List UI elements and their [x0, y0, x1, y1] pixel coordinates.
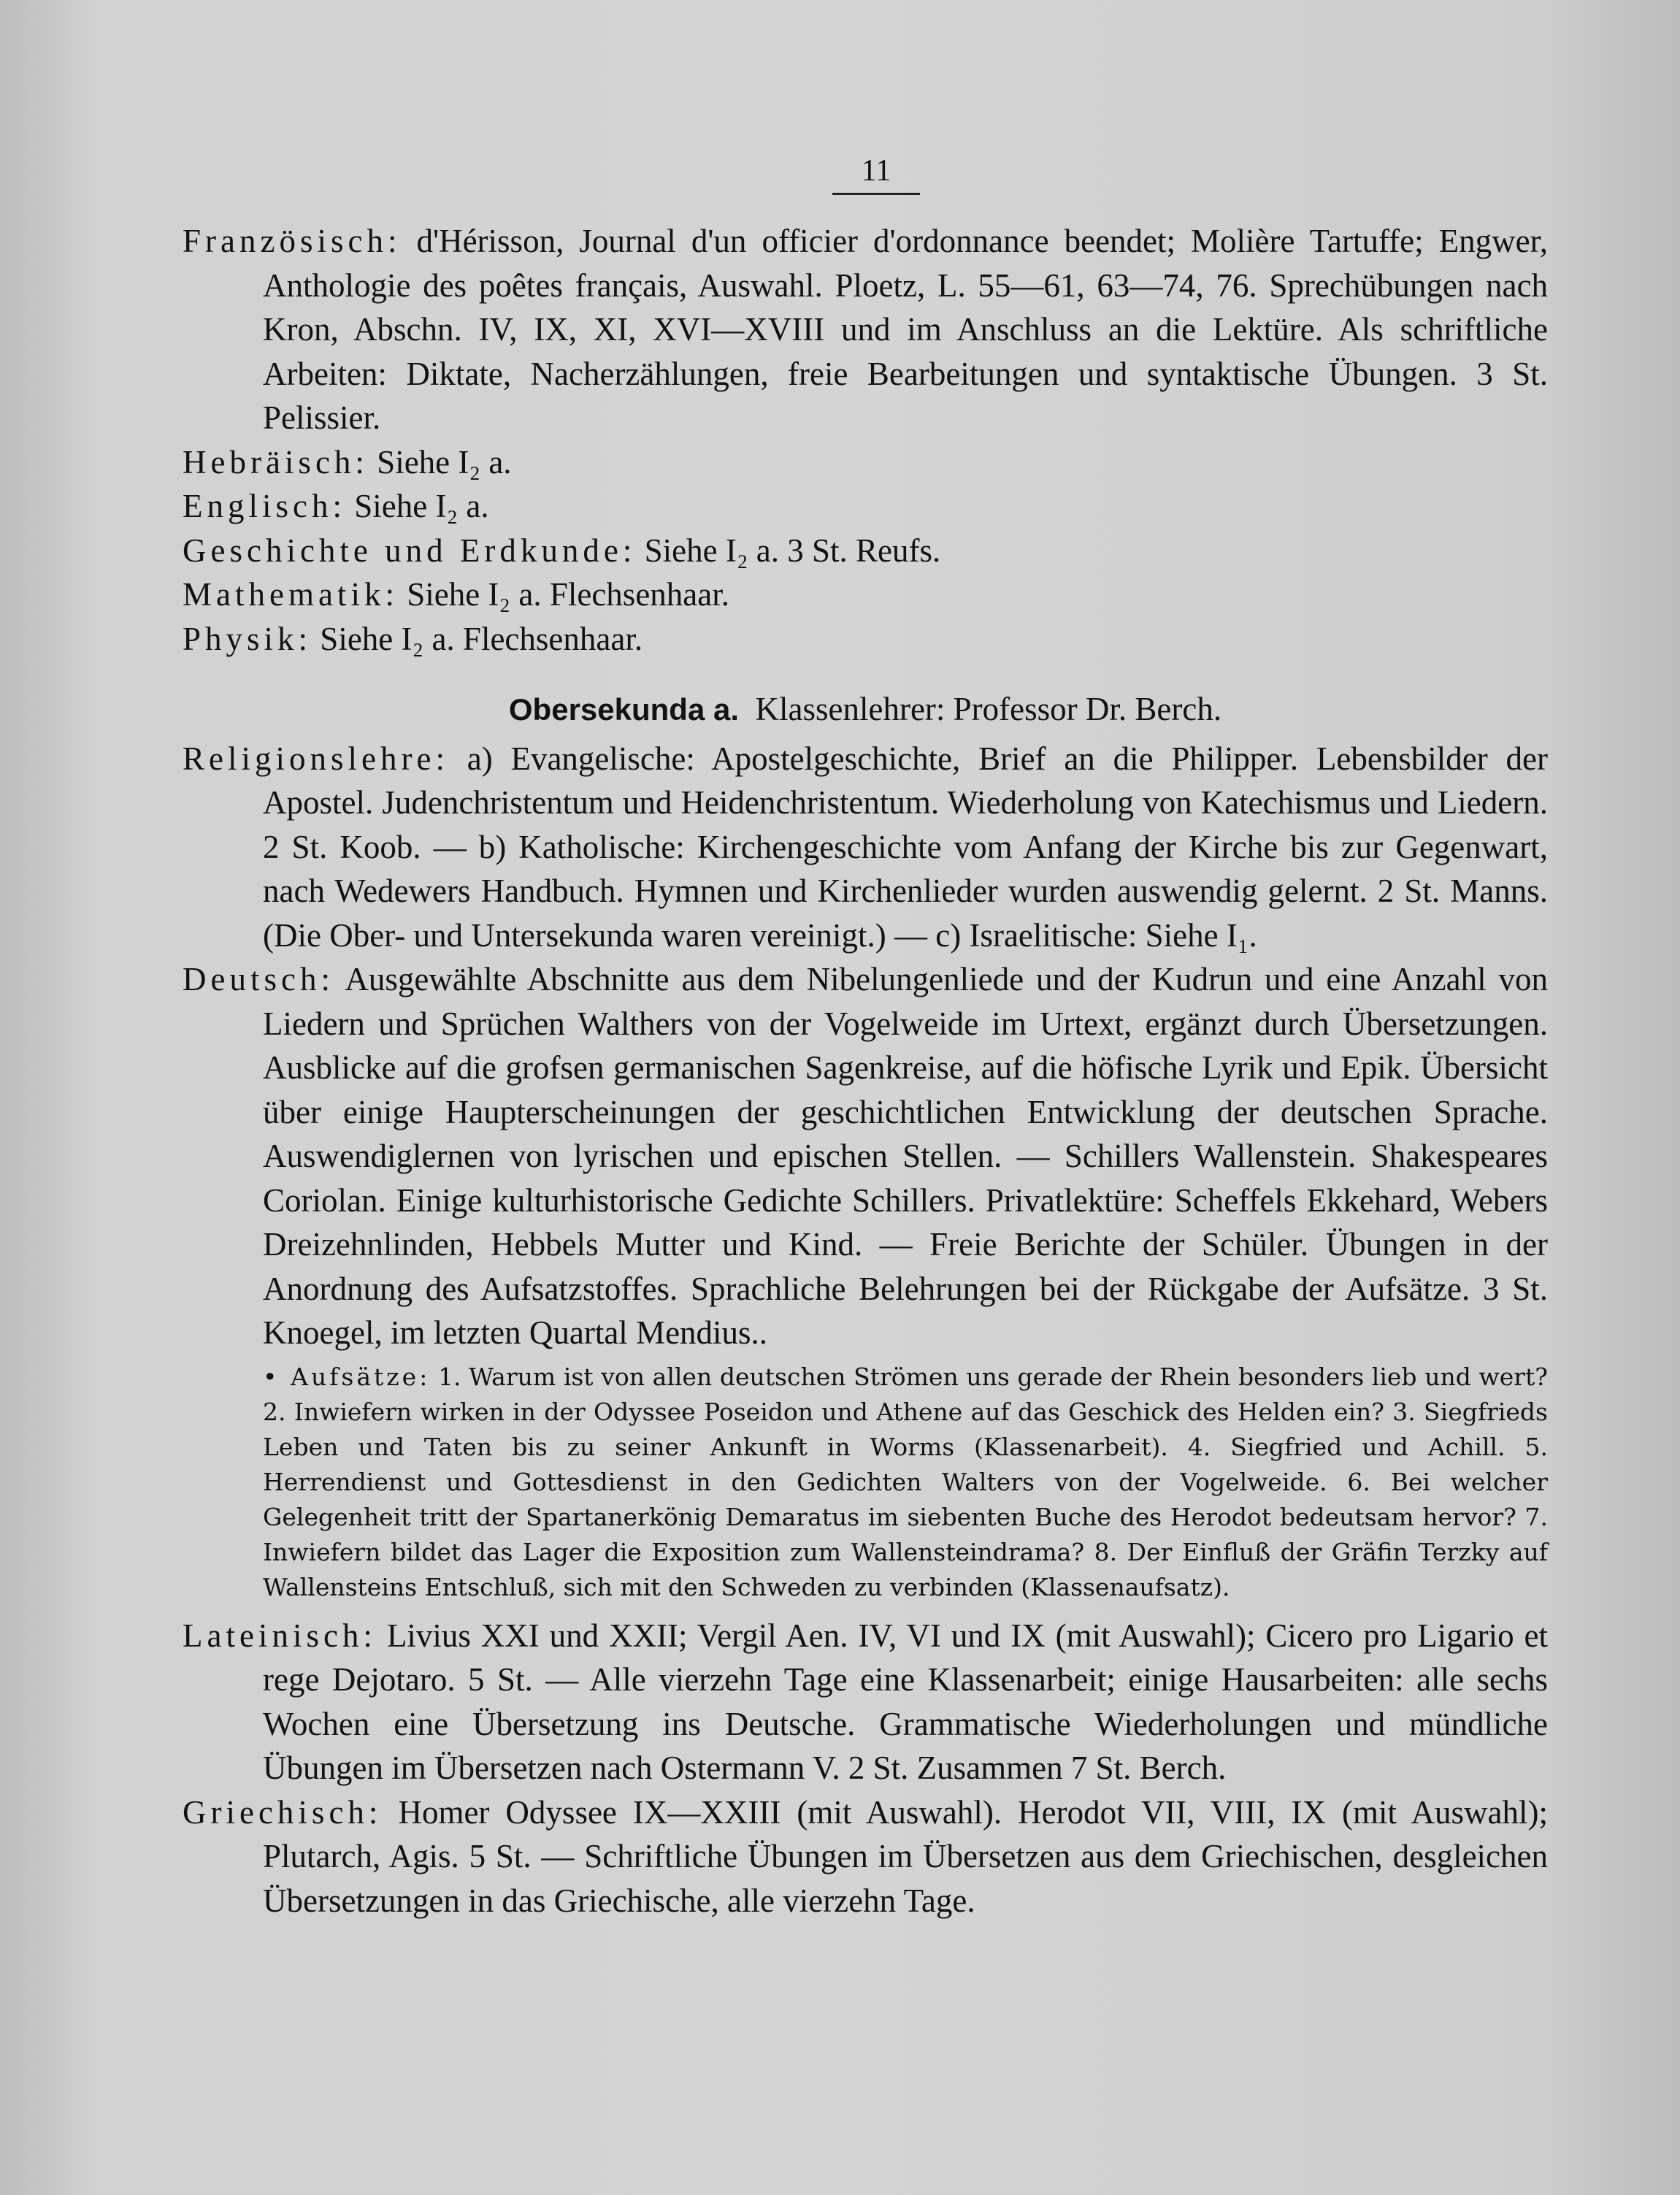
essay-text: 1. Warum ist von allen deutschen Strömen uns gerade der Rhein besonders lieb und wert? 2. Inwiefern wirken in der Odyssee Poseidon und Athene auf das Geschick des Helden ein? 3. Siegfrieds Leben und Taten bis zu seiner Ankunft in Worms (Klassenarbeit). 4. Siegfried und Achill. 5. Herrendienst und Gottesdienst in den Gedichten Walters von der Vogelweide. 6. Bei welcher Gelegenheit tritt der Spartanerkönig Demaratus im siebenten Buche des Herodot bedeutsam hervor? 7. Inwiefern bildet das Lager die Exposition zum Wallensteindrama? 8. Der Einfluß der Gräfin Terzky auf Wallensteins Entschluß, sich mit den Schweden zu verbinden (Klassenaufsatz). [263, 1362, 1548, 1601]
subject-paragraph-englisch [183, 484, 1548, 529]
subject-text: d'Hérisson, Journal d'un officier d'ordonnance beendet; Molière Tartuffe; Engwer, Anthologie des poêtes français, Auswahl. Ploetz, L. 55—61, 63—74, 76. Sprechübungen nach Kron, Abschn. IV, IX, XI, XVI—XVIII und im Anschluss an die Lektüre. Als schriftliche Arbeiten: Diktate, Nacherzählungen, freie Bearbeitungen und syntaktische Übungen. 3 St. Pelissier. [263, 223, 1548, 436]
essay-topics [263, 1360, 1548, 1605]
page-number: 11 [832, 153, 920, 195]
subject-paragraph-religionslehre [183, 737, 1548, 958]
subject-label: Französisch: [183, 223, 402, 259]
subject-text: Siehe I₂ a. 3 St. Reufs. [636, 532, 941, 569]
subject-label: Hebräisch: [183, 443, 369, 480]
subject-text: Livius XXI und XXII; Vergil Aen. IV, VI und IX (mit Auswahl); Cicero pro Ligario et rege Dejotaro. 5 St. — Alle vierzehn Tage eine Klassenarbeit; einige Hausarbeiten: alle sechs Wochen eine Übersetzung ins Deutsche. Grammatische Wiederholungen und mündliche Übungen im Übersetzen nach Ostermann V. 2 St. Zusammen 7 St. Berch. [263, 1617, 1548, 1786]
subject-paragraph-mathematik [183, 572, 1548, 617]
subject-text: Ausgewählte Abschnitte aus dem Nibelungenliede und der Kudrun und eine Anzahl von Liedern und Sprüchen Walthers von der Vogelweide im Urtext, ergänzt durch Übersetzungen. Ausblicke auf die grofsen germanischen Sagenkreise, auf die höfische Lyrik und Epik. Übersicht über einige Haupterscheinungen der geschichtlichen Entwicklung der deutschen Sprache. Auswendiglernen von lyrischen und epischen Stellen. — Schillers Wallenstein. Shakespeares Coriolan. Einige kulturhistorische Gedichte Schillers. Privatlektüre: Scheffels Ekkehard, Webers Dreizehnlinden, Hebbels Mutter und Kind. — Freie Berichte der Schüler. Übungen in der Anordnung des Aufsatzstoffes. Sprachliche Belehrungen bei der Rückgabe der Aufsätze. 3 St. Knoegel, im letzten Quartal Mendius.. [263, 961, 1548, 1351]
subject-text: Siehe I₂ a. Flechsenhaar. [312, 620, 643, 657]
subject-paragraph-deutsch [183, 957, 1548, 1355]
subject-paragraph-franzoesisch [183, 219, 1548, 440]
subject-label: Englisch: [183, 488, 346, 524]
subject-label: Deutsch: [183, 961, 334, 997]
subject-label: Griechisch: [183, 1793, 383, 1831]
subject-paragraph-geschichte [183, 529, 1548, 573]
essay-label: • Aufsätze: [263, 1362, 431, 1391]
subject-text: Homer Odyssee IX—XXIII (mit Auswahl). Herodot VII, VIII, IX (mit Auswahl); Plutarch, Agis. 5 St. — Schriftliche Übungen im Übersetzen aus dem Griechischen, desgleichen Übersetzungen in das Griechische, alle vierzehn Tage. [263, 1793, 1548, 1919]
subject-text: a) Evangelische: Apostelgeschichte, Brief an die Philipper. Lebensbilder der Apostel. Judenchristentum und Heidenchristentum. Wiederholung von Katechismus und Liedern. 2 St. Koob. — b) Katholische: Kirchengeschichte vom Anfang der Kirche bis zur Gegenwart, nach Wedewers Handbuch. Hymnen und Kirchenlieder wurden auswendig gelernt. 2 St. Manns. (Die Ober- und Untersekunda waren vereinigt.) — c) Israelitische: Siehe I₁. [263, 740, 1548, 954]
subject-label: Physik: [183, 620, 312, 657]
subject-text: Siehe I₂ a. Flechsenhaar. [398, 576, 729, 613]
page-content [183, 219, 1548, 1923]
subject-label: Religionslehre: [183, 740, 449, 777]
subject-label: Lateinisch: [183, 1617, 377, 1654]
subject-paragraph-physik [183, 617, 1548, 662]
class-teacher: Klassenlehrer: Professor Dr. Berch. [755, 691, 1222, 727]
class-name: Obersekunda a. [508, 692, 740, 727]
subject-text: Siehe I₂ a. [368, 443, 512, 480]
subject-paragraph-hebraeisch [183, 440, 1548, 485]
subject-paragraph-lateinisch [183, 1614, 1548, 1790]
subject-paragraph-griechisch [183, 1790, 1548, 1923]
subject-text: Siehe I₂ a. [345, 488, 489, 524]
subject-label: Mathematik: [183, 576, 399, 613]
subject-label: Geschichte und Erdkunde: [183, 532, 637, 569]
section-heading [183, 687, 1548, 732]
